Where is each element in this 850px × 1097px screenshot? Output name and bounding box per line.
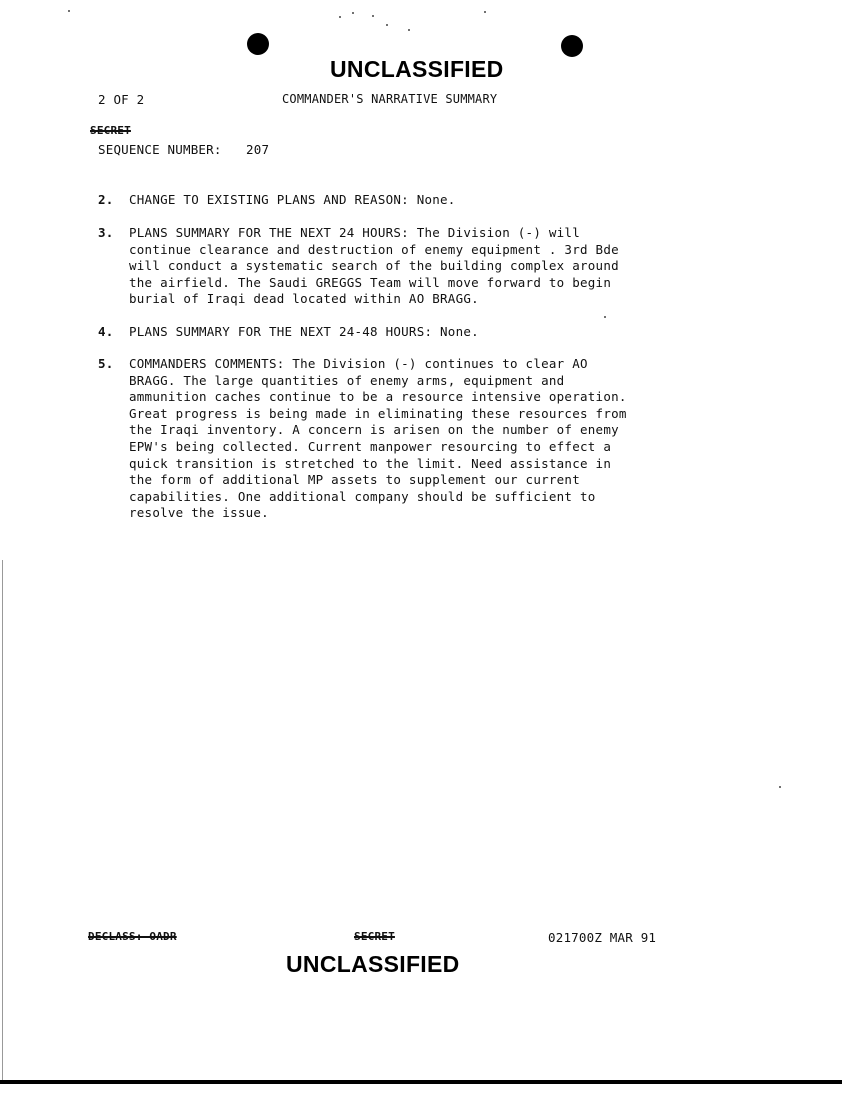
paragraph-5	[98, 356, 738, 522]
scan-speck	[372, 15, 374, 17]
page-indicator: 2 OF 2	[98, 92, 145, 107]
paragraph-text: CHANGE TO EXISTING PLANS AND REASON: None.	[129, 192, 456, 207]
paragraph-2	[98, 192, 738, 209]
scan-bottom-edge	[0, 1080, 842, 1084]
classification-banner-bottom: UNCLASSIFIED	[286, 951, 460, 977]
scan-speck	[604, 316, 606, 318]
punch-hole-right	[561, 35, 583, 57]
sequence-number-value: 207	[246, 142, 270, 157]
date-time-group: 021700Z MAR 91	[548, 930, 657, 945]
struck-declass-marking: DECLASS: OADR	[88, 930, 177, 943]
punch-hole-left	[247, 33, 269, 55]
struck-secret-footer-marking: SECRET	[354, 930, 395, 943]
paragraph-number: 3.	[98, 225, 114, 240]
paragraph-number: 4.	[98, 324, 114, 339]
scan-left-edge	[2, 560, 3, 1080]
scan-speck	[339, 16, 341, 18]
paragraph-3	[98, 225, 738, 308]
scan-speck	[408, 29, 410, 31]
paragraph-text: COMMANDERS COMMENTS: The Division (-) continues to clear AO BRAGG. The large quantities of enemy arms, equipment and ammunition caches continue to be a resource intensive operation. Great progress is being made in eliminating these resources from the Iraqi inventory. A concern is arisen on the number of enemy EPW's being collected. Current manpower resourcing to effect a quick transition is stretched to the limit. Need assistance in the form of additional MP assets to supplement our current capabilities. One additional company should be sufficient to resolve the issue.	[129, 356, 627, 521]
scan-speck	[386, 24, 388, 26]
scan-speck	[68, 10, 70, 12]
paragraph-number: 5.	[98, 356, 114, 371]
paragraph-text: PLANS SUMMARY FOR THE NEXT 24 HOURS: The Division (-) will continue clearance and destruction of enemy equipment . 3rd Bde will conduct a systematic search of the building complex around the airfield. The Saudi GREGGS Team will move forward to begin burial of Iraqi dead located within AO BRAGG.	[129, 225, 619, 307]
classification-banner-top: UNCLASSIFIED	[330, 56, 504, 82]
scan-speck	[779, 786, 781, 788]
paragraph-4	[98, 324, 738, 341]
scan-speck	[484, 11, 486, 13]
paragraph-number: 2.	[98, 192, 114, 207]
sequence-number-label: SEQUENCE NUMBER:	[98, 142, 222, 157]
scan-speck	[352, 12, 354, 14]
document-title: COMMANDER'S NARRATIVE SUMMARY	[282, 92, 498, 106]
struck-secret-marking: SECRET	[90, 124, 131, 137]
paragraph-text: PLANS SUMMARY FOR THE NEXT 24-48 HOURS: None.	[129, 324, 479, 339]
